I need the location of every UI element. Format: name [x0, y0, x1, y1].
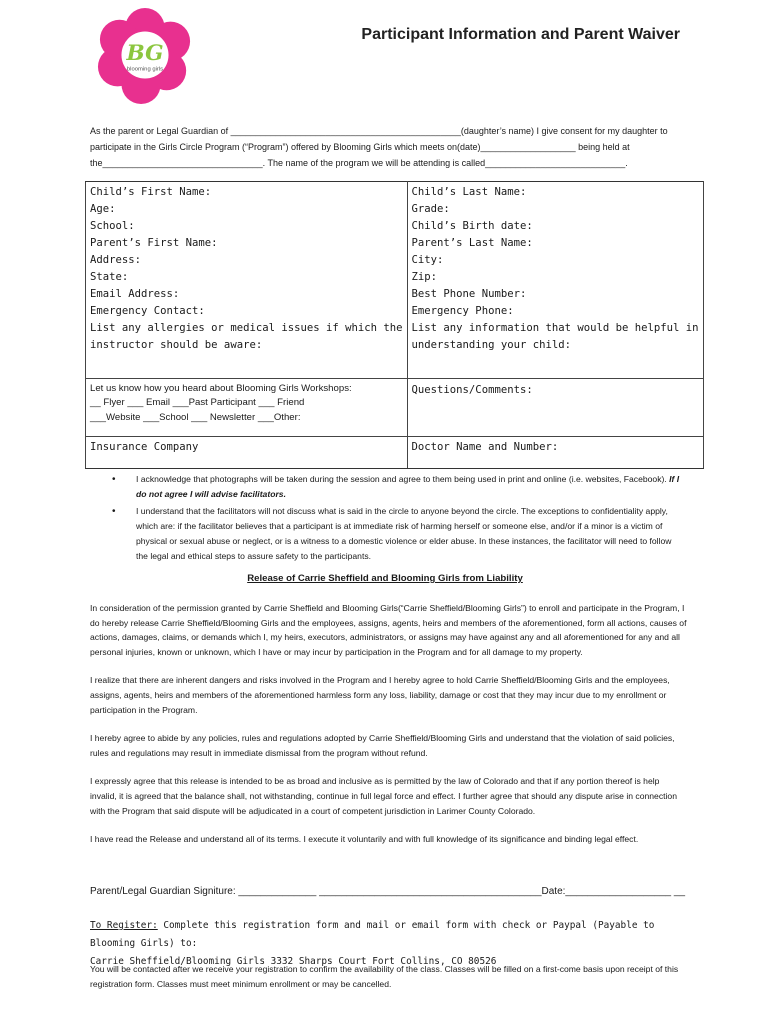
blooming-girls-logo — [96, 6, 194, 104]
emergency-phone-field[interactable]: Emergency Phone: — [411, 305, 514, 317]
release-paragraph: I hereby agree to abide by any policies, rules and regulations adopted by Carrie Sheffield/Blooming Girls and understand that the violation of said policies, rules and regulations may result in immediate dismissal from the program without refund. — [90, 733, 675, 758]
questions-comments-label: Questions/Comments: — [411, 383, 533, 396]
release-body — [90, 601, 688, 861]
mailing-address: Carrie Sheffield/Blooming Girls 3332 Sharps Court Fort Collins, CO 80526 — [90, 956, 497, 967]
school-field[interactable]: School: — [90, 220, 135, 232]
page-title: Participant Information and Parent Waiver — [361, 26, 680, 43]
intro-line: As the parent or Legal Guardian of ______________________________________________(daughter’s name) I give consent for my daughter to — [90, 126, 668, 136]
footer-note: You will be contacted after we receive your registration to confirm the availability of the class. Classes will be filled on a first-come basis upon receipt of this registration form. Classes must meet minimum enrollment or may be cancelled. — [90, 964, 679, 989]
email-address-field[interactable]: Email Address: — [90, 288, 180, 300]
info-right-column — [407, 182, 703, 321]
consent-intro — [90, 123, 690, 171]
release-paragraph: In consideration of the permission granted by Carrie Sheffield and Blooming Girls(“Carrie Sheffield/Blooming Girls”) to enroll and participate in the Program, I do hereby release Carrie Sheffield/Blooming Girls and the employees, assigns, agents, heirs and members of the aforementioned, form all actions, causes of actions, damages, claims, or demands which I, my heirs, executors, administrators, or assigns may have against any and all aforementioned for any and all personal injuries, known or unknown, which I have or may incur by participation in the Program and for all damage to my property. — [90, 603, 687, 657]
zip-field[interactable]: Zip: — [411, 271, 438, 283]
register-label: To Register: — [90, 920, 158, 931]
best-phone-field[interactable]: Best Phone Number: — [411, 288, 527, 300]
release-heading: Release of Carrie Sheffield and Blooming Girls from Liability — [247, 573, 523, 584]
logo-initials: BG — [126, 40, 164, 66]
insurance-company-label: Insurance Company — [90, 440, 199, 453]
address-field[interactable]: Address: — [90, 254, 142, 266]
helpful-info-label: List any information that would be helpful in — [411, 322, 699, 334]
acknowledgement-list — [112, 472, 682, 566]
how-heard-options: ___Website ___School ___ Newsletter ___Other: — [90, 411, 301, 423]
allergies-label: instructor should be aware: — [90, 339, 263, 351]
list-item: • I understand that the facilitators will not discuss what is said in the circle to anyone beyond the circle. The exceptions to confidentiality apply, which are: if the facilitator believes that a participant is at immediate risk of harming herself or someone else, and/or if a minor is a victim of physical or sexual abuse or neglect, or is a witness to a domestic violence or elder abuse. In these instances, the facilitator will need to follow the legal and ethical steps to assure safety to the participants. — [112, 504, 682, 564]
register-text: Complete this registration form and mail or email form with check or Paypal (Payable to Blooming Girls) to: — [90, 920, 655, 949]
child-first-name-field[interactable]: Child’s First Name: — [90, 186, 212, 198]
info-left-column — [86, 182, 408, 321]
how-heard-field[interactable] — [86, 378, 408, 436]
helpful-info-field[interactable] — [407, 320, 703, 378]
photo-consent-note: If I do not agree I will advise facilitators. — [136, 474, 680, 499]
release-paragraph: I expressly agree that this release is intended to be as broad and inclusive as is permitted by the law of Colorado and that if any portion thereof is help invalid, it is agreed that the balance shall, not withstanding, continue in full legal force and effect. I further agree that should any dispute arise in connection with the Program that said dispute will be adjudicated in a court of competent jurisdiction in Larimer County Colorado. — [90, 776, 677, 816]
release-paragraph: I realize that there are inherent dangers and risks involved in the Program and I hereby agree to hold Carrie Sheffield/Blooming Girls and the employees, assigns, agents, heirs and members of the aforementioned harmless form any loss, liability, damage or cost that they may incur due to my enrollment or participation in the Program. — [90, 675, 670, 715]
insurance-company-field[interactable] — [86, 436, 408, 468]
parent-first-name-field[interactable]: Parent’s First Name: — [90, 237, 218, 249]
how-heard-options: __ Flyer ___ Email ___Past Participant ___ Friend — [90, 397, 305, 408]
photo-consent-text: I acknowledge that photographs will be taken during the session and agree to them being used in print and online (i.e. websites, Facebook). — [136, 474, 670, 484]
intro-line: participate in the Girls Circle Program (“Program”) offered by Blooming Girls which meets on(date)___________________ being held at — [90, 142, 630, 152]
city-field[interactable]: City: — [411, 254, 444, 266]
helpful-info-label: understanding your child: — [411, 339, 571, 351]
doctor-name-field[interactable] — [407, 436, 703, 468]
allergies-field[interactable] — [86, 320, 408, 378]
allergies-label: List any allergies or medical issues if which the — [90, 322, 403, 334]
signature-line[interactable]: Parent/Legal Guardian Signiture: ______________ ________________________________________Date:___________________ __ — [90, 886, 685, 897]
logo-subtitle: blooming girls — [126, 66, 164, 73]
list-item — [112, 472, 682, 502]
questions-comments-field[interactable] — [407, 378, 703, 436]
state-field[interactable]: State: — [90, 271, 129, 283]
child-last-name-field[interactable]: Child’s Last Name: — [411, 186, 527, 198]
grade-field[interactable]: Grade: — [411, 203, 450, 215]
parent-last-name-field[interactable]: Parent’s Last Name: — [411, 237, 533, 249]
intro-line: the________________________________. The name of the program we will be attending is called____________________________. — [90, 158, 628, 168]
how-heard-label: Let us know how you heard about Blooming Girls Workshops: — [90, 382, 352, 394]
release-paragraph: I have read the Release and understand all of its terms. I execute it voluntarily and with full knowledge of its significance and binding legal effect. — [90, 834, 639, 845]
child-birth-date-field[interactable]: Child’s Birth date: — [411, 220, 533, 232]
emergency-contact-field[interactable]: Emergency Contact: — [90, 305, 205, 317]
age-field[interactable]: Age: — [90, 203, 116, 215]
doctor-name-label: Doctor Name and Number: — [411, 440, 559, 453]
participant-info-table — [85, 181, 704, 469]
